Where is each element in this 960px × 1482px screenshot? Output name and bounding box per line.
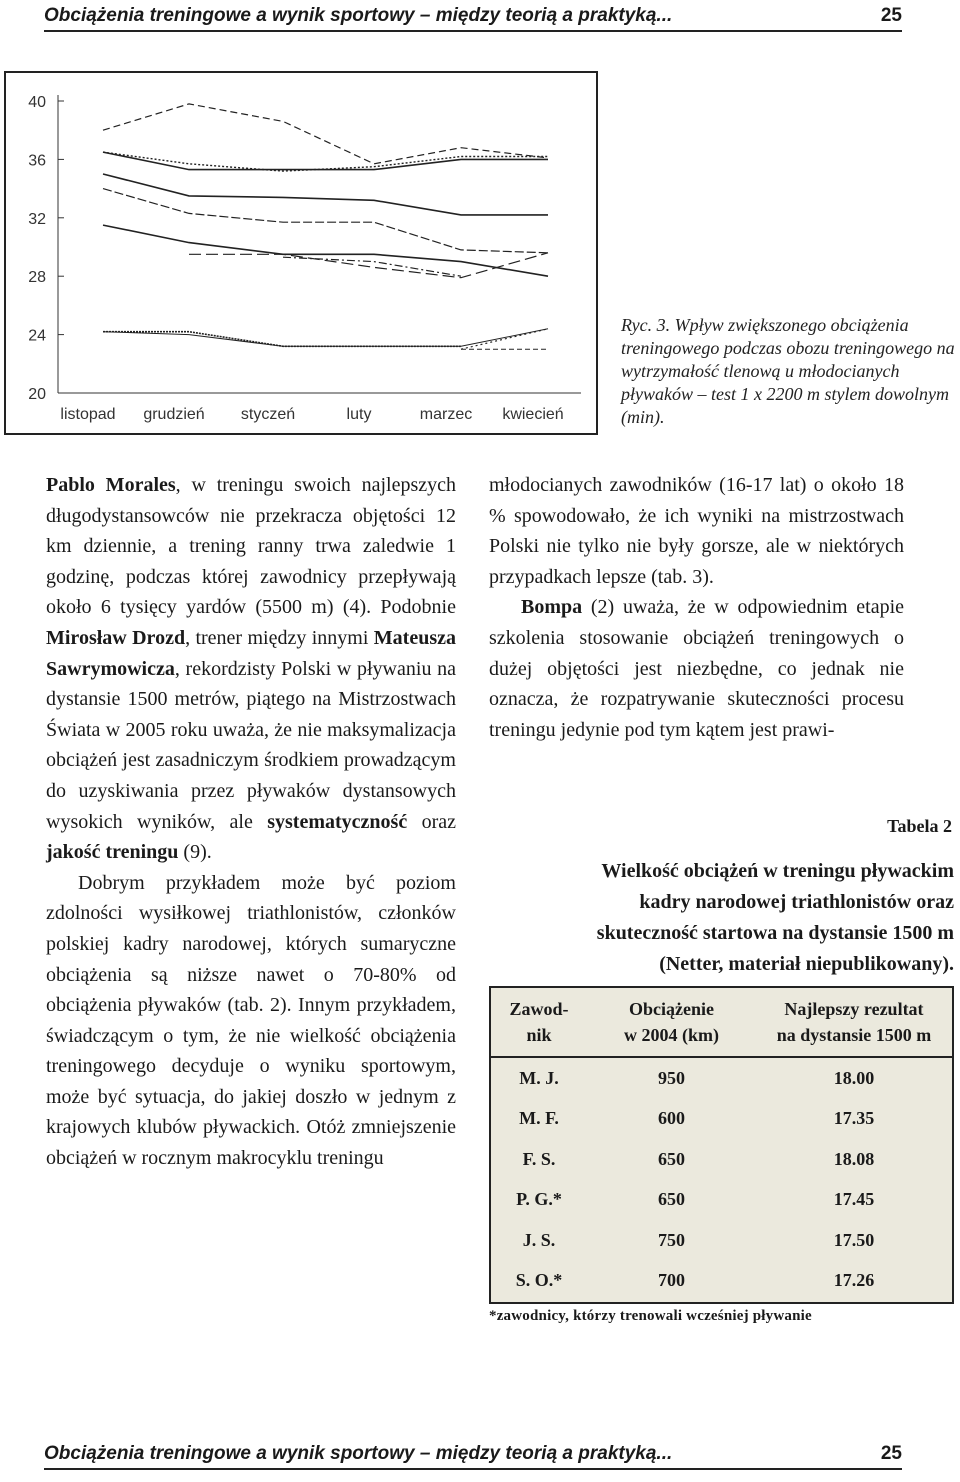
- y-tick-label: 32: [28, 210, 46, 228]
- cell-result: 18.00: [833, 1067, 875, 1088]
- running-title: Obciążenia treningowe a wynik sportowy – między teorią a praktyką...: [44, 5, 673, 26]
- cell-result: 17.45: [833, 1189, 875, 1210]
- y-tick-label: 28: [28, 269, 46, 287]
- running-header-bottom: [44, 1440, 902, 1470]
- cell-load: 650: [658, 1148, 685, 1169]
- table-title-line: kadry narodowej triathlonistów oraz: [639, 891, 954, 913]
- table-label: Tabela 2: [887, 816, 952, 836]
- cell-load: 700: [658, 1270, 685, 1291]
- series-line-s3: [103, 152, 548, 171]
- cell-result: 17.50: [833, 1229, 875, 1250]
- results-table: [489, 986, 954, 1304]
- running-header-top: [44, 2, 902, 32]
- header-rule: [44, 30, 902, 32]
- paragraph: Bompa (2) uważa, że w odpowiednim etapie szkolenia stosowanie obciążeń treningowych o dużej objętości jest niezbędne, co jednak nie oznacza, że rozpatrywanie skuteczności procesu treningu jedynie pod tym kątem jest prawi-: [489, 596, 904, 741]
- paragraph: Dobrym przykładem może być poziom zdolności wysiłkowej triathlonistów, członków polskiej kadry narodowej, których sumaryczne obciążenia są niższe nawet o 70-80% od obciążenia pływaków (tab. 2). Innym przykładem, świadczącym o tym, że nie wielkość obciążenia treningowego decyduje o wyniku sportowym, może być sytuacja, do jakiej doszło w jednym z krajowych klubów pływackich. Otóż zmniejszenie obciążeń w rocznym makrocyklu treningu: [46, 871, 456, 1170]
- x-tick-label: grudzień: [143, 406, 205, 423]
- series-line-s4: [103, 174, 548, 215]
- table-row: [491, 1099, 952, 1140]
- cell-athlete: S. O.*: [515, 1270, 563, 1291]
- series-line-s11: [461, 329, 548, 349]
- table-row: [491, 1261, 952, 1302]
- cell-athlete: F. S.: [522, 1148, 556, 1169]
- paragraph: Pablo Morales, w treningu swoich najlepszych długodystansowców nie przekracza objętości 12 km dziennie, a trening ranny trwa zaledwie 1 godzinę, podczas której zawodnicy przepływają około 6 tysięcy yardów (5500 m) (4). Podobnie Mirosław Drozd, trener między innymi Mateusza Sawrymowicza, rekordzisty Polski w pływaniu na dystansie 1500 metrów, piątego na Mistrzostwach Świata w 2005 roku uważa, że nie maksymalizacja obciążeń jest zasadniczym środkiem prowadzącym do uzyskiwania przez pływaków dystansowych wysokich wyników, ale systematyczność oraz jakość treningu (9).: [46, 474, 456, 864]
- table-title-line: (Netter, materiał niepublikowany).: [659, 953, 954, 975]
- running-title: Obciążenia treningowe a wynik sportowy – między teorią a praktyką...: [44, 1443, 673, 1464]
- table-row: [491, 1057, 952, 1099]
- column-header-athlete: Zawod- nik: [491, 988, 587, 1057]
- table-header-row: [491, 988, 952, 1057]
- x-tick-label: listopad: [60, 406, 116, 423]
- y-tick-label: 20: [28, 386, 46, 403]
- column-header-load: Obciążenie w 2004 (km): [587, 988, 756, 1057]
- cell-athlete: J. S.: [522, 1229, 556, 1250]
- table-title: [484, 856, 954, 980]
- page-number: 25: [880, 1443, 902, 1464]
- right-text-column: [489, 470, 904, 745]
- line-chart: [6, 73, 596, 433]
- cell-result: 17.35: [833, 1108, 875, 1129]
- figure-chart: [4, 71, 598, 435]
- column-header-best-result: Najlepszy rezultat na dystansie 1500 m: [756, 988, 952, 1057]
- figure-caption: Ryc. 3. Wpływ zwiększonego obciążenia treningowego podczas obozu treningowego na wytrzymałość tlenową u młodocianych pływaków – test 1 x 2200 m stylem dowolnym (min).: [621, 315, 955, 427]
- left-text-column: [46, 470, 456, 1174]
- cell-result: 17.26: [833, 1270, 875, 1291]
- table-row: [491, 1180, 952, 1221]
- table-row: [491, 1220, 952, 1261]
- page-number: 25: [880, 5, 902, 26]
- y-tick-label: 40: [28, 94, 46, 111]
- series-line-s2: [103, 152, 548, 170]
- cell-load: 750: [658, 1229, 685, 1250]
- y-tick-label: 36: [28, 152, 46, 170]
- cell-load: 600: [658, 1108, 685, 1129]
- cell-athlete: M. J.: [519, 1067, 559, 1088]
- x-tick-label: styczeń: [240, 406, 296, 423]
- series-line-s6: [189, 253, 548, 278]
- cell-load: 950: [658, 1067, 685, 1088]
- table-row: [491, 1139, 952, 1180]
- x-tick-label: luty: [346, 406, 372, 423]
- cell-result: 18.08: [833, 1148, 875, 1169]
- table-footnote: *zawodnicy, którzy trenowali wcześniej pływanie: [489, 1308, 812, 1324]
- cell-load: 650: [658, 1189, 685, 1210]
- table-title-line: Wielkość obciążeń w treningu pływackim: [601, 860, 954, 882]
- series-line-s1: [103, 104, 548, 164]
- header-rule: [44, 1468, 902, 1470]
- cell-athlete: P. G.*: [516, 1189, 562, 1210]
- table-title-line: skuteczność startowa na dystansie 1500 m: [596, 922, 954, 944]
- y-tick-label: 24: [28, 327, 46, 345]
- cell-athlete: M. F.: [519, 1108, 559, 1129]
- x-tick-label: marzec: [419, 406, 473, 423]
- paragraph: młodocianych zawodników (16-17 lat) o około 18 % spowodowało, że ich wyniki na mistrzostwach Polski nie tylko nie były gorsze, ale w niektórych przypadkach lepsze (tab. 3).: [489, 474, 904, 588]
- x-tick-label: kwiecień: [502, 406, 564, 423]
